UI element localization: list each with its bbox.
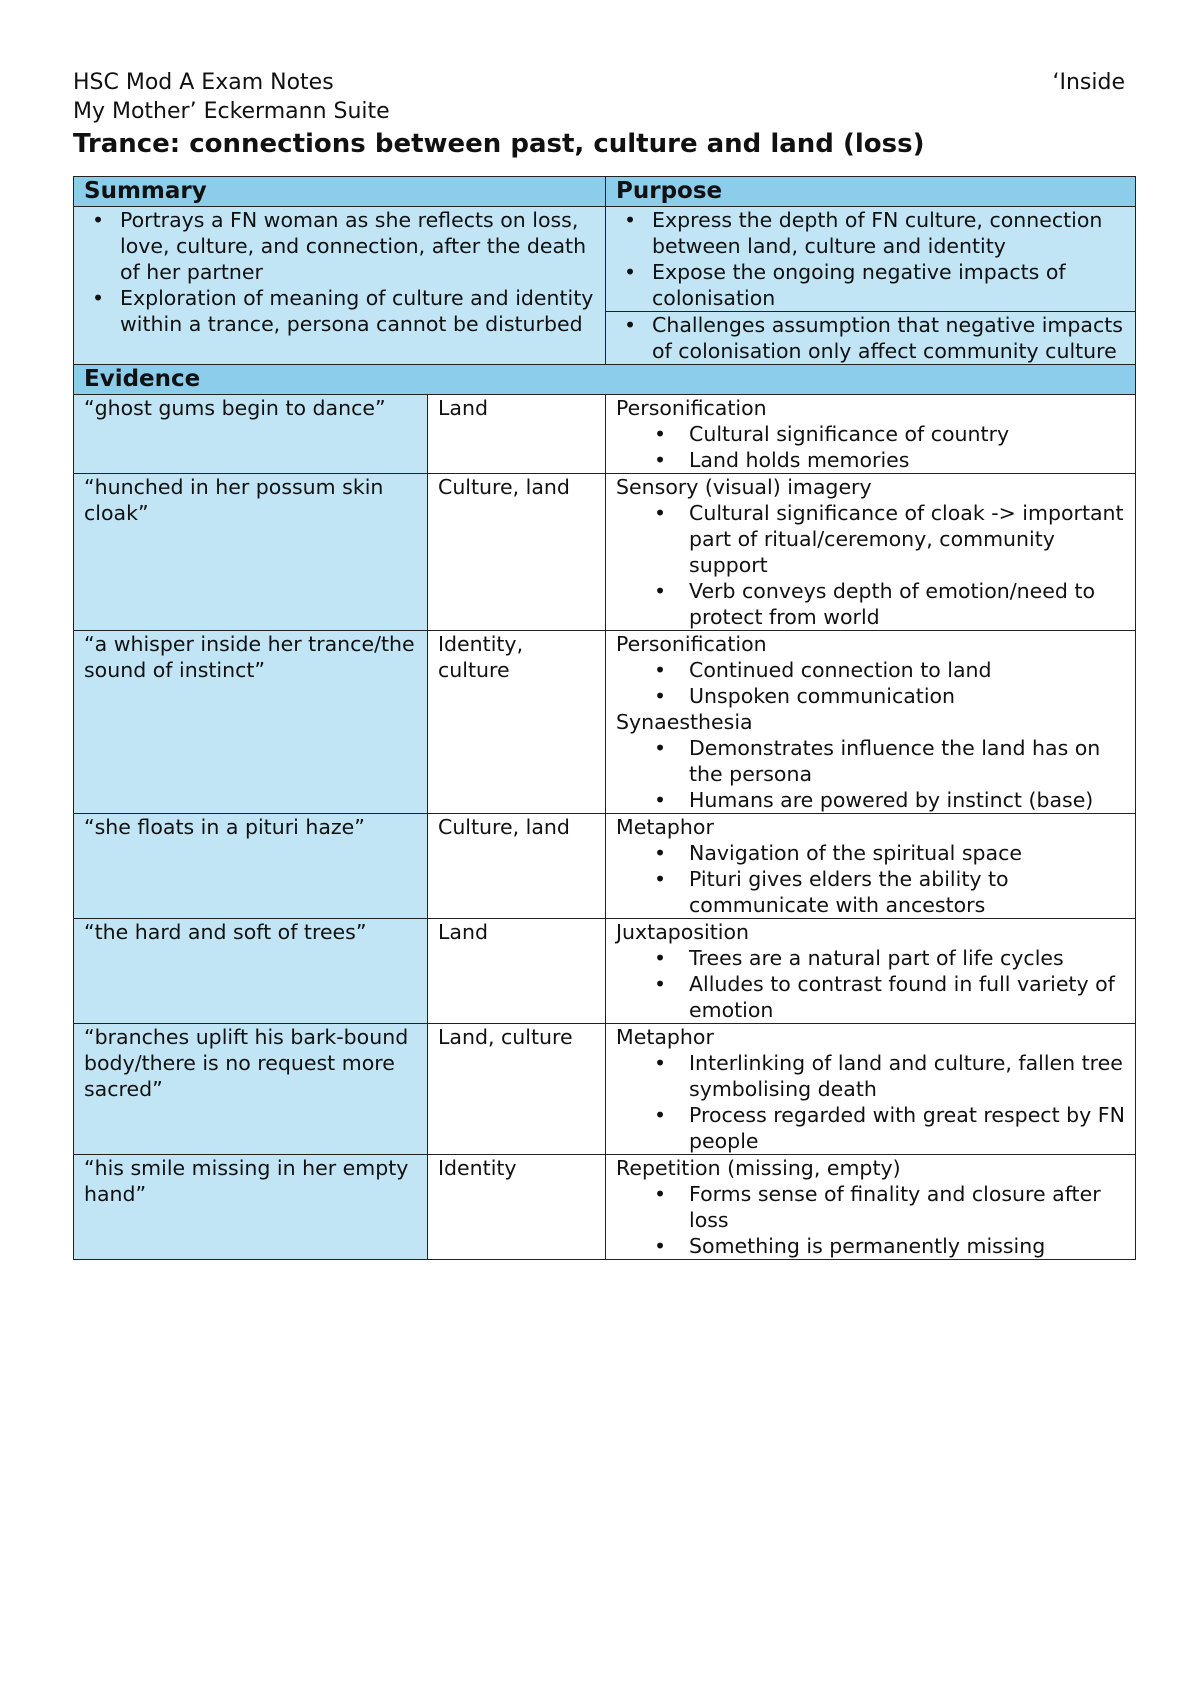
analysis-points — [616, 840, 1125, 918]
summary-purpose-header-row — [74, 177, 1136, 207]
purpose-list-top — [616, 207, 1125, 311]
technique-label: Metaphor — [616, 815, 714, 839]
header-line-1 — [73, 68, 1135, 97]
analysis-points — [616, 657, 1125, 709]
purpose-bullet: • Challenges assumption that negative impacts of colonisation only affect community culture — [616, 312, 1125, 364]
header-course: HSC Mod A Exam Notes — [73, 70, 334, 95]
header-line-2 — [73, 97, 1135, 126]
analysis-points — [616, 735, 1125, 813]
analysis-point: • Unspoken communication — [616, 683, 1125, 709]
analysis-point: • Process regarded with great respect by FN people — [616, 1102, 1125, 1154]
technique-label: Sensory (visual) imagery — [616, 475, 872, 499]
technique-label: Juxtaposition — [616, 920, 749, 944]
evidence-quote: “a whisper inside her trance/the sound of instinct” — [74, 631, 428, 814]
evidence-analysis — [606, 631, 1136, 814]
evidence-theme: Identity, culture — [428, 631, 606, 814]
evidence-theme: Land — [428, 919, 606, 1024]
evidence-theme: Land — [428, 395, 606, 474]
technique-label: Repetition (missing, empty) — [616, 1156, 901, 1180]
analysis-point: • Interlinking of land and culture, fallen tree symbolising death — [616, 1050, 1125, 1102]
analysis-point: • Cultural significance of country — [616, 421, 1125, 447]
evidence-quote: “hunched in her possum skin cloak” — [74, 474, 428, 631]
analysis-point: • Alludes to contrast found in full variety of emotion — [616, 971, 1125, 1023]
purpose-cell-top — [606, 207, 1136, 312]
purpose-bullet: • Express the depth of FN culture, connection between land, culture and identity — [616, 207, 1125, 259]
analysis-point: • Continued connection to land — [616, 657, 1125, 683]
summary-purpose-row-1 — [74, 207, 1136, 312]
analysis-point: • Cultural significance of cloak -> important part of ritual/ceremony, community support — [616, 500, 1125, 578]
analysis-points — [616, 1181, 1125, 1259]
technique-label: Synaesthesia — [616, 710, 753, 734]
summary-bullet: • Exploration of meaning of culture and identity within a trance, persona cannot be disturbed — [84, 285, 595, 337]
analysis-point: • Pituri gives elders the ability to communicate with ancestors — [616, 866, 1125, 918]
summary-bullet: • Portrays a FN woman as she reflects on loss, love, culture, and connection, after the death of her partner — [84, 207, 595, 285]
evidence-analysis — [606, 1024, 1136, 1155]
evidence-quote: “branches uplift his bark-bound body/there is no request more sacred” — [74, 1024, 428, 1155]
evidence-quote: “she floats in a pituri haze” — [74, 814, 428, 919]
purpose-list-bottom — [616, 312, 1125, 364]
analysis-points — [616, 500, 1125, 630]
purpose-bullet: • Expose the ongoing negative impacts of colonisation — [616, 259, 1125, 311]
evidence-row — [74, 395, 1136, 474]
analysis-points — [616, 945, 1125, 1023]
evidence-heading: Evidence — [74, 365, 1136, 395]
evidence-theme: Culture, land — [428, 474, 606, 631]
analysis-point: • Humans are powered by instinct (base) — [616, 787, 1125, 813]
evidence-analysis — [606, 1155, 1136, 1260]
technique-label: Personification — [616, 632, 767, 656]
analysis-point: • Demonstrates influence the land has on the persona — [616, 735, 1125, 787]
document-page — [73, 68, 1135, 1260]
evidence-row — [74, 919, 1136, 1024]
summary-cell — [74, 207, 606, 365]
analysis-point: • Land holds memories — [616, 447, 1125, 473]
evidence-row — [74, 814, 1136, 919]
summary-heading: Summary — [74, 177, 606, 207]
analysis-points — [616, 421, 1125, 473]
technique-label: Metaphor — [616, 1025, 714, 1049]
analysis-point: • Verb conveys depth of emotion/need to protect from world — [616, 578, 1125, 630]
evidence-header-row — [74, 365, 1136, 395]
purpose-cell-bottom — [606, 312, 1136, 365]
evidence-quote: “the hard and soft of trees” — [74, 919, 428, 1024]
evidence-row — [74, 474, 1136, 631]
page-title: Trance: connections between past, culture and land (loss) — [73, 129, 925, 159]
evidence-analysis — [606, 474, 1136, 631]
analysis-point: • Something is permanently missing — [616, 1233, 1125, 1259]
purpose-heading: Purpose — [606, 177, 1136, 207]
evidence-analysis — [606, 395, 1136, 474]
evidence-quote: “his smile missing in her empty hand” — [74, 1155, 428, 1260]
evidence-analysis — [606, 919, 1136, 1024]
evidence-row — [74, 631, 1136, 814]
analysis-point: • Forms sense of finality and closure after loss — [616, 1181, 1125, 1233]
evidence-theme: Culture, land — [428, 814, 606, 919]
analysis-points — [616, 1050, 1125, 1154]
evidence-row — [74, 1155, 1136, 1260]
evidence-analysis — [606, 814, 1136, 919]
technique-label: Personification — [616, 396, 767, 420]
analysis-point: • Trees are a natural part of life cycles — [616, 945, 1125, 971]
header-text-title-start: ‘Inside — [1052, 70, 1125, 95]
evidence-theme: Identity — [428, 1155, 606, 1260]
header-text-title: My Mother’ Eckermann Suite — [73, 99, 390, 124]
evidence-theme: Land, culture — [428, 1024, 606, 1155]
evidence-quote: “ghost gums begin to dance” — [74, 395, 428, 474]
notes-table — [73, 176, 1136, 1260]
analysis-point: • Navigation of the spiritual space — [616, 840, 1125, 866]
summary-list — [84, 207, 595, 337]
evidence-row — [74, 1024, 1136, 1155]
